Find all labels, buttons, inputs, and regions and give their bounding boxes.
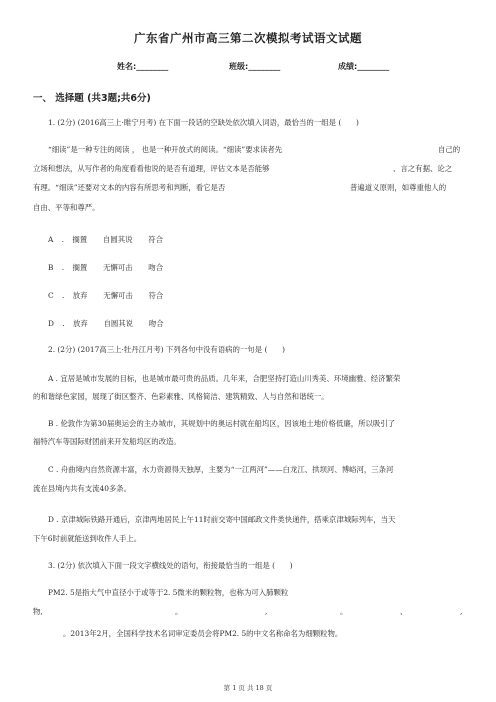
question-1-passage-line: 自由、平等和尊严。 <box>33 203 100 212</box>
question-3-passage-line: 。2013年2月，全国科学技术名词审定委员会将PM2. 5的中文名称命名为细颗粒物。 <box>63 629 343 638</box>
question-1-option-c: C . 放弃 无懈可击 符合 <box>48 291 164 300</box>
score-field: 成绩:________ <box>338 62 390 71</box>
question-2-option-b-cont: 福特汽车等国际财团前来开发船坞区的改造。 <box>33 437 181 446</box>
blank-punctuation: 、 <box>400 607 408 616</box>
section-heading: 一、 选择题 (共3题;共6分) <box>33 93 151 104</box>
name-field: 姓名:________ <box>117 62 169 71</box>
blank-punctuation: 。 <box>340 607 348 616</box>
question-2-option-a: A . 宜居是城市发展的目标，也是城市最可贵的品质。几年来，合肥坚持打造山川秀美、环境幽雅、经济繁荣 <box>48 374 401 383</box>
question-1-option-d: D . 放弃 自圆其说 吻合 <box>48 319 164 328</box>
question-3-stem: 3. (2分) 依次填入下面一段文字横线处的语句，衔接最恰当的一组是 ( ) <box>48 561 293 570</box>
question-1-passage-line: 普遍道义原则，如尊重他人的 <box>350 183 447 192</box>
question-2-option-d: D . 京津城际铁路开通后，京津两地居民上午11时前交寄中国邮政文件类快递件，搭乘京津城际列车，当天 <box>48 515 396 524</box>
question-3-passage-line: 物, <box>33 607 43 616</box>
question-1-stem: 1. (2分) (2016高三上·睢宁月考) 在下面一段话的空缺处依次填入词语，最恰当的一组是 ( ) <box>48 118 359 127</box>
blank-punctuation: , <box>460 607 463 616</box>
question-1-passage-line: 、言之有据、论之 <box>393 164 453 173</box>
page-title: 广东省广州市高三第二次模拟考试语文试题 <box>134 31 362 45</box>
question-2-option-c-cont: 流在县境内共有支流40多条。 <box>33 484 132 493</box>
question-2-stem: 2. (2分) (2017高三上·牡丹江月考) 下列各句中没有语病的一句是 ( ) <box>48 345 285 354</box>
question-2-option-c: C . 舟曲境内自然资源丰富，水力资源得天独厚，主要为“一江两河”——白龙江、拱坝河、博峪河，三条河 <box>48 465 394 474</box>
question-2-option-a-cont: 的和谐绿色家园，展现了街区整齐、色彩素雅、风格简洁、建筑精致、人与自然和谐统一。 <box>33 392 329 401</box>
question-1-option-b: B . 搁置 无懈可击 吻合 <box>48 263 164 272</box>
blank-punctuation: , <box>265 607 268 616</box>
question-1-option-a: A . 搁置 自圆其说 符合 <box>48 235 163 244</box>
question-1-passage-line: 立场和想法，从写作者的角度看看他说的是否有道理，评估文本是否能够 <box>33 164 270 173</box>
question-1-passage-line: “细读”是一种专注的阅读 ， 也是一种开放式的阅读。“细读”要求读者先 <box>48 145 283 154</box>
question-1-passage-line: 自己的 <box>438 145 461 154</box>
question-1-passage-line: 有理。“细读”还要对文本的内容有所思考和判断，看它是否 <box>33 183 226 192</box>
blank-punctuation: 。 <box>175 607 183 616</box>
page-footer: 第 1 页 共 18 页 <box>223 684 273 692</box>
question-2-option-d-cont: 下午6时前就能送到收件人手上。 <box>33 534 142 543</box>
student-info-row <box>0 61 496 75</box>
question-3-passage-line: PM2. 5是指大气中直径小于或等于2. 5微米的颗粒物，也称为可入肺颗粒 <box>48 588 289 597</box>
class-field: 班级:________ <box>229 62 281 71</box>
question-2-option-b: B . 伦敦作为第30届奥运会的主办城市，其规划中的奥运村就在船坞区，因该地土地价格低廉，所以吸引了 <box>48 419 396 428</box>
